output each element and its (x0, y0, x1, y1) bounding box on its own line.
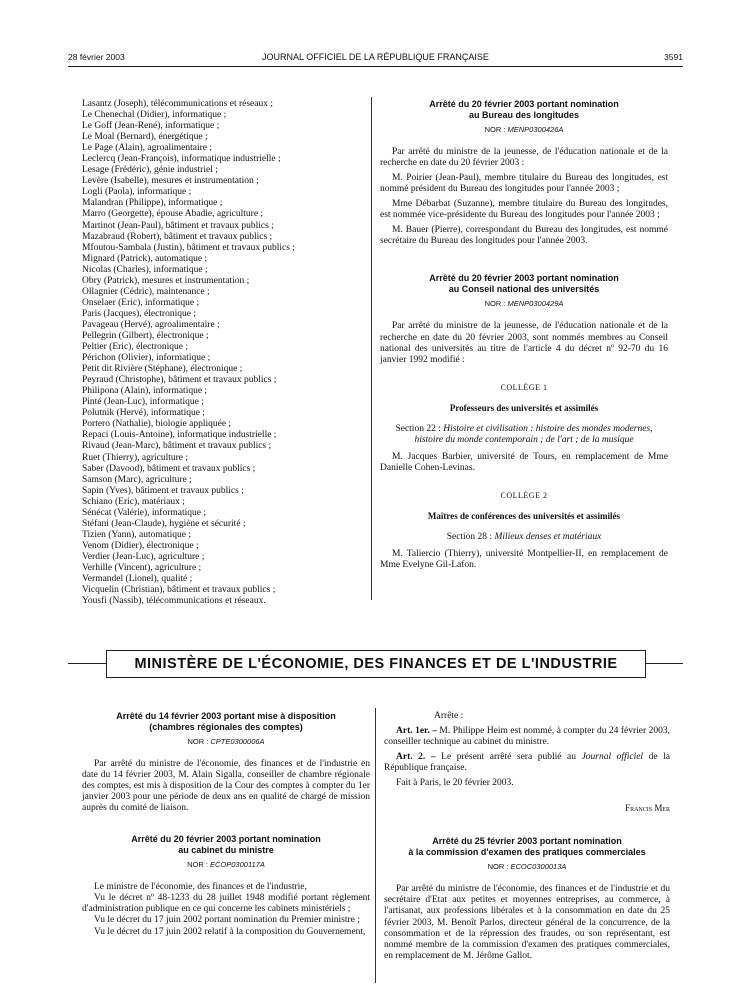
list-item: Pavageau (Hervé), agroalimentaire ; (82, 319, 220, 330)
ministry-rule-right (646, 663, 683, 664)
ministry-rule-left (68, 663, 106, 664)
paragraph: M. Bauer (Pierre), correspondant du Bureau des longitudes, est nommé secrétaire du Bureau des longitudes pour l'année 2003. (380, 225, 668, 247)
list-item: Yousfi (Nassib), télécommunications et réseaux. (82, 596, 266, 607)
list-item: Malandran (Philippe), informatique ; (82, 198, 223, 209)
arrete-mise-dispo-nor: NOR : CPTE0300006A (187, 737, 265, 746)
paragraph: Vu le décret nº 48-1233 du 28 juillet 1948 modifié portant règlement d'administration publique en ce qui concerne les cabinets ministériels ; (82, 893, 370, 915)
list-item: Stéfani (Jean-Claude), hygiène et sécurité ; (82, 518, 246, 529)
college-1-title: Professeurs des universités et assimilés (449, 402, 599, 413)
paragraph: Vu le décret du 17 juin 2002 relatif à la composition du Gouvernement, (94, 926, 366, 937)
list-item: Ruet (Thierry), agriculture ; (82, 452, 189, 463)
list-item: Levère (Isabelle), mesures et instrumentation ; (82, 176, 259, 187)
list-item: Vermandel (Lionel), qualité ; (82, 574, 193, 585)
arrete-commission-title: Arrêté du 25 février 2003 portant nomination à la commission d'examen des pratiques commerciales (408, 836, 646, 857)
college-2-heading: COLLÈGE 2 (500, 490, 548, 500)
arrete-cnu (380, 273, 668, 571)
list-item: Samson (Marc), agriculture ; (82, 474, 192, 485)
list-item: Portero (Nathalie), biologie appliquée ; (82, 419, 232, 430)
list-item: Ollagnier (Cédric), maintenance ; (82, 286, 210, 297)
paragraph: Par arrêté du ministre de l'économie, des finances et de l'industrie en date du 14 février 2003, M. Alain Sigalla, conseiller de chambre régionale des comptes, est mis à disposition de la Cour des comptes à compter du 1er janvier 2003 pour une période de deux ans en qualité de chargé de mission auprès du comité de liaison. (82, 759, 370, 814)
list-item: Obry (Patrick), mesures et instrumentation ; (82, 275, 250, 286)
list-item: Marro (Georgette), épouse Abadie, agriculture ; (82, 209, 264, 220)
list-item: Mignard (Patrick), automatique ; (82, 253, 208, 264)
list-item: Peltier (Eric), électronique ; (82, 342, 189, 353)
arrete-commission (384, 836, 670, 961)
list-item: Lesage (Frédéric), génie industriel ; (82, 165, 218, 176)
paragraph: M. Taliercio (Thierry), université Montpellier-II, en remplacement de Mme Evelyne Gil-Lafon. (380, 549, 668, 571)
list-item: Sénécat (Valérie), informatique ; (82, 507, 206, 518)
college-1-heading: COLLÈGE 1 (500, 382, 548, 392)
names-list (82, 99, 362, 607)
paragraph: Vu le décret du 17 juin 2002 portant nomination du Premier ministre ; (94, 915, 360, 926)
list-item: Périchon (Olivier), informatique ; (82, 353, 211, 364)
right-column-top (380, 99, 668, 571)
paragraph: M. Poirier (Jean-Paul), membre titulaire du Bureau des longitudes, est nommé président du Bureau des longitudes pour l'année 2003 ; (380, 173, 668, 195)
paragraph: Par arrêté du ministre de la jeunesse, de l'éducation nationale et de la recherche en date du 20 février 2003, sont nommés membres au Conseil national des universités au titre de l'article 4 du décret nº 92-70 du 16 janvier 1992 modifié : (380, 321, 668, 365)
ministry-heading: MINISTÈRE DE L'ÉCONOMIE, DES FINANCES ET DE L'INDUSTRIE (106, 650, 646, 678)
paragraph: Mme Débarbat (Suzanne), membre titulaire du Bureau des longitudes, est nommée vice-présidente du Bureau des longitudes pour l'année 2003 ; (380, 199, 668, 221)
arrete-label: Arrête : (434, 711, 464, 721)
list-item: Onselaer (Eric), informatique ; (82, 297, 200, 308)
signature: Francis Mer (625, 803, 670, 814)
list-item: Philipona (Alain), informatique ; (82, 386, 208, 397)
right-column-bottom (384, 711, 670, 962)
arrete-cabinet-nor: NOR : ECOP0300117A (187, 860, 265, 870)
list-item: Le Chenechal (Didier), informatique ; (82, 110, 227, 121)
list-item: Rivaud (Jean-Marc), bâtiment et travaux publics ; (82, 441, 272, 452)
list-item: Pellegrin (Gilbert), électronique ; (82, 330, 209, 341)
list-item: Mazabraud (Robert), bâtiment et travaux publics ; (82, 231, 273, 242)
list-item: Petit dit Rivière (Stéphane), électronique ; (82, 364, 243, 375)
header-journal-title: JOURNAL OFFICIEL DE LA RÉPUBLIQUE FRANÇAISE (262, 52, 489, 62)
list-item: Nicolas (Charles), informatique ; (82, 264, 208, 275)
list-item: Schiano (Eric), matériaux ; (82, 496, 185, 507)
section-22: Section 22 : Histoire et civilisation : histoire des mondes modernes, histoire du monde contemporain ; de l'art ; de la musique (395, 423, 653, 445)
fait-a-paris: Fait à Paris, le 20 février 2003. (396, 778, 514, 789)
paragraph: Par arrêté du ministre de la jeunesse, de l'éducation nationale et de la recherche en date du 20 février 2003 : (380, 147, 668, 169)
list-item: Martinot (Jean-Paul), bâtiment et travaux publics ; (82, 220, 274, 231)
list-item: Vicquelin (Christian), bâtiment et travaux publics ; (82, 585, 276, 596)
list-item: Venom (Didier), électronique ; (82, 540, 199, 551)
list-item: Sapin (Yves), bâtiment et travaux publics ; (82, 485, 244, 496)
arrete-cnu-nor: NOR : MENP0300429A (484, 299, 564, 309)
list-item: Le Goff (Jean-René), informatique ; (82, 121, 220, 132)
paragraph: Par arrêté du ministre de l'économie, des finances et de l'industrie et du secrétaire d'Etat aux petites et moyennes entreprises, au commerce, à l'artisanat, aux professions libérales et à la consommation en date du 25 février 2003, M. Benoît Parlos, directeur général de la concurrence, de la consommation et de la répression des fraudes, ou son représentant, est nommé membre de la commission d'examen des pratiques commerciales, en remplacement de M. Jérôme Gallot. (384, 884, 670, 961)
list-item: Leclercq (Jean-François), informatique industrielle ; (82, 154, 281, 165)
arrete-mise-dispo (82, 711, 370, 814)
list-item: Saber (Davood), bâtiment et travaux publics ; (82, 463, 256, 474)
list-item: Repaci (Louis-Antoine), informatique industrielle ; (82, 430, 277, 441)
arrete-cabinet-title: Arrêté du 20 février 2003 portant nomination au cabinet du ministre (131, 834, 321, 855)
list-item: Verdier (Jean-Luc), agriculture ; (82, 551, 205, 562)
list-item: Le Moal (Bernard), énergétique ; (82, 132, 208, 143)
section-28: Section 28 : Milieux denses et matériaux (446, 532, 602, 543)
college-2-title: Maîtres de conférences des universités et assimilés (427, 510, 621, 521)
list-item: Logli (Paola), informatique ; (82, 187, 192, 198)
arrete-longitudes (380, 99, 668, 247)
arrete-cnu-title: Arrêté du 20 février 2003 portant nomination au Conseil national des universités (429, 273, 619, 294)
page-header (68, 52, 683, 66)
list-item: Verhille (Vincent), agriculture ; (82, 562, 202, 573)
arrete-commission-nor: NOR : ECOC0300013A (487, 862, 567, 872)
arrete-mise-dispo-title: Arrêté du 14 février 2003 portant mise à disposition (chambres régionales des comptes) (116, 711, 336, 732)
list-item: Le Page (Alain), agroalimentaire ; (82, 143, 213, 154)
list-item: Mfoutou-Sambala (Justin), bâtiment et travaux publics ; (82, 242, 295, 253)
paragraph: M. Jacques Barbier, université de Tours, en remplacement de Mme Danielle Cohen-Levinas. (380, 451, 668, 473)
header-rule (68, 66, 683, 67)
list-item: Paris (Jacques), électronique ; (82, 308, 196, 319)
arrete-longitudes-title: Arrêté du 20 février 2003 portant nomination au Bureau des longitudes (429, 99, 619, 120)
left-column-bottom (82, 711, 370, 938)
column-divider-top (371, 97, 372, 600)
arrete-cabinet (82, 834, 370, 937)
paragraph: Le ministre de l'économie, des finances et de l'industrie, (94, 882, 307, 893)
list-item: Pinté (Jean-Luc), informatique ; (82, 397, 204, 408)
list-item: Peyraud (Christophe), bâtiment et travaux publics ; (82, 375, 277, 386)
header-page-number: 3591 (664, 52, 683, 62)
column-divider-bottom (375, 708, 376, 983)
header-date: 28 février 2003 (68, 52, 125, 62)
arrete-longitudes-nor: NOR : MENP0300426A (484, 125, 564, 134)
list-item: Polutnik (Hervé), informatique ; (82, 408, 205, 419)
list-item: Tizien (Yann), automatique ; (82, 529, 191, 540)
article-1: Art. 1er. – M. Philippe Heim est nommé, à compter du 24 février 2003, conseiller technique au cabinet du ministre. (384, 726, 670, 748)
article-2: Art. 2. – Le présent arrêté sera publié au Journal officiel de la République française. (384, 752, 671, 774)
list-item: Lasantz (Joseph), télécommunications et réseaux ; (82, 99, 273, 109)
